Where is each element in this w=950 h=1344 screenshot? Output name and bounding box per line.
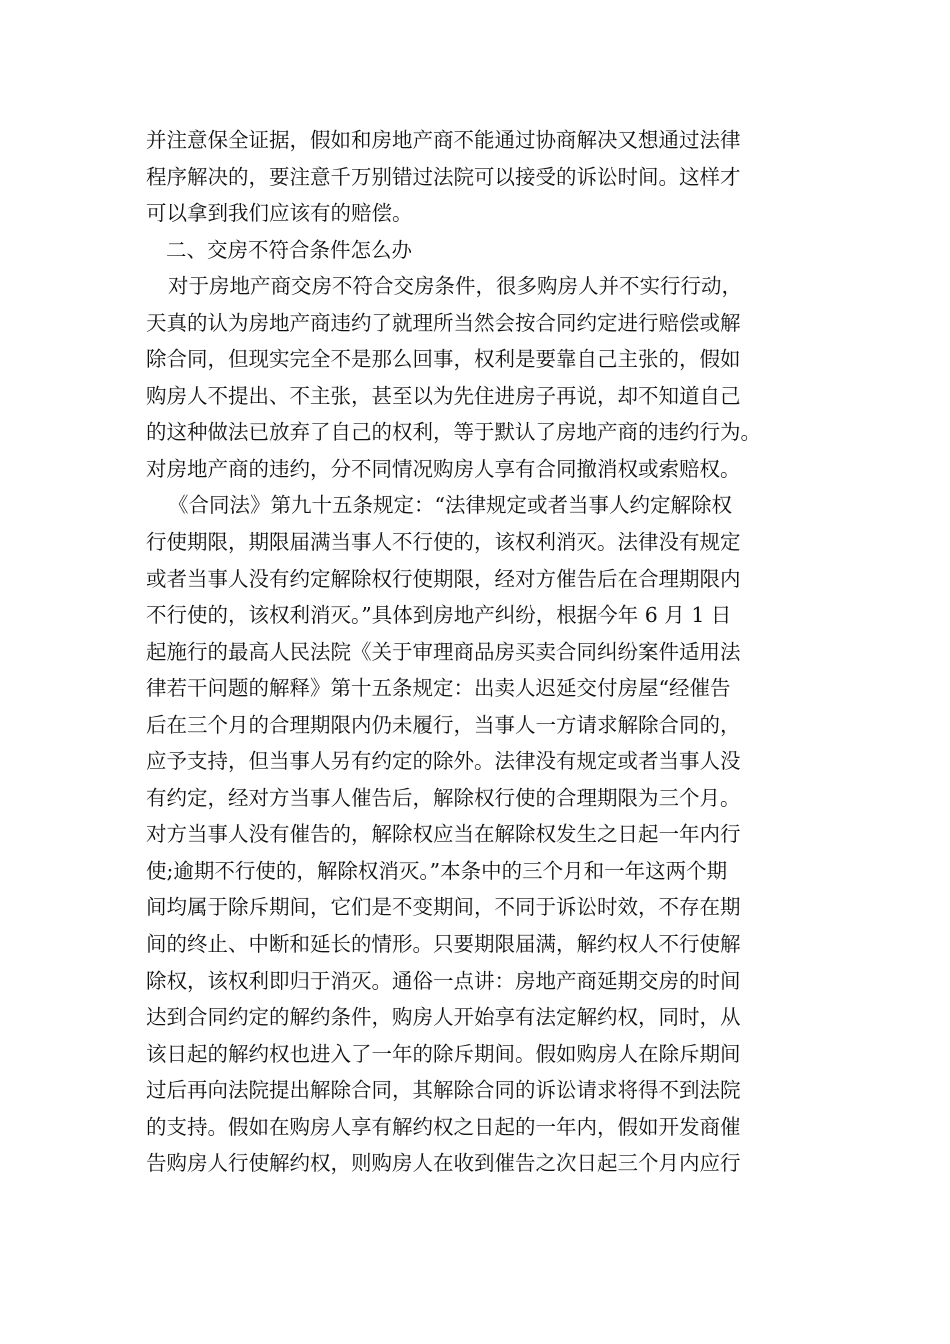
text-line: 除权，该权利即归于消灭。通俗一点讲：房地产商延期交房的时间 (146, 968, 741, 993)
text-line: 间的终止、中断和延长的情形。只要期限届满，解约权人不行使解 (146, 932, 741, 957)
text-line: 可以拿到我们应该有的赔偿。 (146, 201, 413, 226)
text-line: 并注意保全证据，假如和房地产商不能通过协商解决又想通过法律 (146, 128, 741, 152)
text-line: 程序解决的，要注意千万别错过法院可以接受的诉讼时间。这样才 (146, 164, 741, 189)
text-line: 天真的认为房地产商违约了就理所当然会按合同约定进行赔偿或解 (146, 310, 741, 335)
text-line: 应予支持，但当事人另有约定的除外。法律没有规定或者当事人没 (146, 749, 741, 774)
text-line: 律若干问题的解释》第十五条规定：出卖人迟延交付房屋“经催告 (146, 676, 731, 701)
text-line: 后在三个月的合理期限内仍未履行，当事人一方请求解除合同的， (146, 712, 741, 737)
text-line: 达到合同约定的解约条件，购房人开始享有法定解约权，同时，从 (146, 1005, 741, 1030)
text-line: 《合同法》第九十五条规定：“法律规定或者当事人约定解除权 (168, 493, 732, 518)
document-body (146, 122, 806, 1182)
text-line: 对方当事人没有催告的，解除权应当在解除权发生之日起一年内行 (146, 822, 741, 847)
text-line: 过后再向法院提出解除合同，其解除合同的诉讼请求将得不到法院 (146, 1078, 741, 1103)
text-line: 除合同，但现实完全不是那么回事，权利是要靠自己主张的，假如 (146, 347, 741, 372)
text-line: 购房人不提出、不主张，甚至以为先住进房子再说，却不知道自己 (146, 383, 741, 408)
text-line: 告购房人行使解约权，则购房人在收到催告之次日起三个月内应行 (146, 1151, 741, 1176)
text-line: 的支持。假如在购房人享有解约权之日起的一年内，假如开发商催 (146, 1114, 741, 1139)
text-line: 对房地产商的违约，分不同情况购房人享有合同撤消权或索赔权。 (146, 456, 741, 481)
text-line: 有约定，经对方当事人催告后，解除权行使的合理期限为三个月。 (146, 785, 741, 810)
text-line: 起施行的最高人民法院《关于审理商品房买卖合同纠纷案件适用法 (146, 639, 741, 664)
text-line: 不行使的，该权利消灭。”具体到房地产纠纷，根据今年 6 月 1 日 (146, 603, 732, 628)
text-line: 该日起的解约权也进入了一年的除斥期间。假如购房人在除斥期间 (146, 1041, 741, 1066)
text-line: 使;逾期不行使的，解除权消灭。”本条中的三个月和一年这两个期 (146, 858, 728, 883)
section-heading: 二、交房不符合条件怎么办 (166, 237, 412, 262)
text-line: 行使期限，期限届满当事人不行使的，该权利消灭。法律没有规定 (146, 530, 741, 555)
text-line: 或者当事人没有约定解除权行使期限，经对方催告后在合理期限内 (146, 566, 741, 591)
text-line: 间均属于除斥期间，它们是不变期间，不同于诉讼时效，不存在期 (146, 895, 741, 920)
text-line: 的这种做法已放弃了自己的权利，等于默认了房地产商的违约行为。 (146, 420, 761, 445)
text-line: 对于房地产商交房不符合交房条件，很多购房人并不实行行动， (168, 274, 742, 299)
